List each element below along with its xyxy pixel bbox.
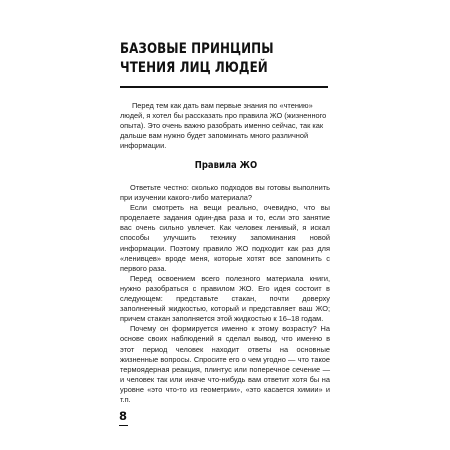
body-text	[120, 183, 330, 405]
body-paragraph: Ответьте честно: сколько подходов вы готовы выполнить при изучении какого-либо материала?	[120, 183, 330, 203]
body-paragraph: Перед освоением всего полезного материала книги, нужно разобраться с правилом ЖО. Его идея состоит в следующем: представьте стакан, почти доверху заполненный жидкостью, который и представляет ваш ЖО; причем стакан заполняется этой жидкостью к 16–18 годам.	[120, 273, 330, 324]
intro-paragraph: Перед тем как дать вам первые знания по «чтению» людей, я хотел бы рассказать про правила ЖО (жизненного опыта). Это очень важно разобрать именно сейчас, так как дальше вам нужно будет запоминать много различной информации.	[120, 101, 327, 151]
title-underline	[120, 86, 328, 88]
chapter-title-line-2: ЧТЕНИЯ ЛИЦ ЛЮДЕЙ	[120, 60, 268, 76]
section-title: Правила ЖО	[194, 160, 258, 171]
body-paragraph: Если смотреть на вещи реально, очевидно, что вы проделаете задания один-два раза и то, если это занятие вас очень сильно увлечет. Как человек ленивый, я искал способы улучшить технику запоминания новой информации. Поэтому правило ЖО подходит как раз для «ленивцев» вроде меня, которые хотят все запомнить с первого раза.	[120, 203, 330, 273]
page-number: 8	[119, 409, 128, 423]
page-number-underline	[119, 425, 128, 426]
intro-text	[120, 101, 330, 151]
body-paragraph: Почему он формируется именно к этому возрасту? На основе своих наблюдений я сделал вывод, что именно в этот период человек находит ответы на основные жизненные вопросы. Спросите его о чем угодно — что такое термоядерная реакция, плинтус или поперечное сечение — и человек так или иначе что-нибудь вам ответит хотя бы на уровне «это что-то из геометрии», «это касается химии» и т.п.	[120, 324, 330, 404]
chapter-title	[120, 40, 284, 78]
chapter-title-line-1: БАЗОВЫЕ ПРИНЦИПЫ	[120, 41, 274, 57]
